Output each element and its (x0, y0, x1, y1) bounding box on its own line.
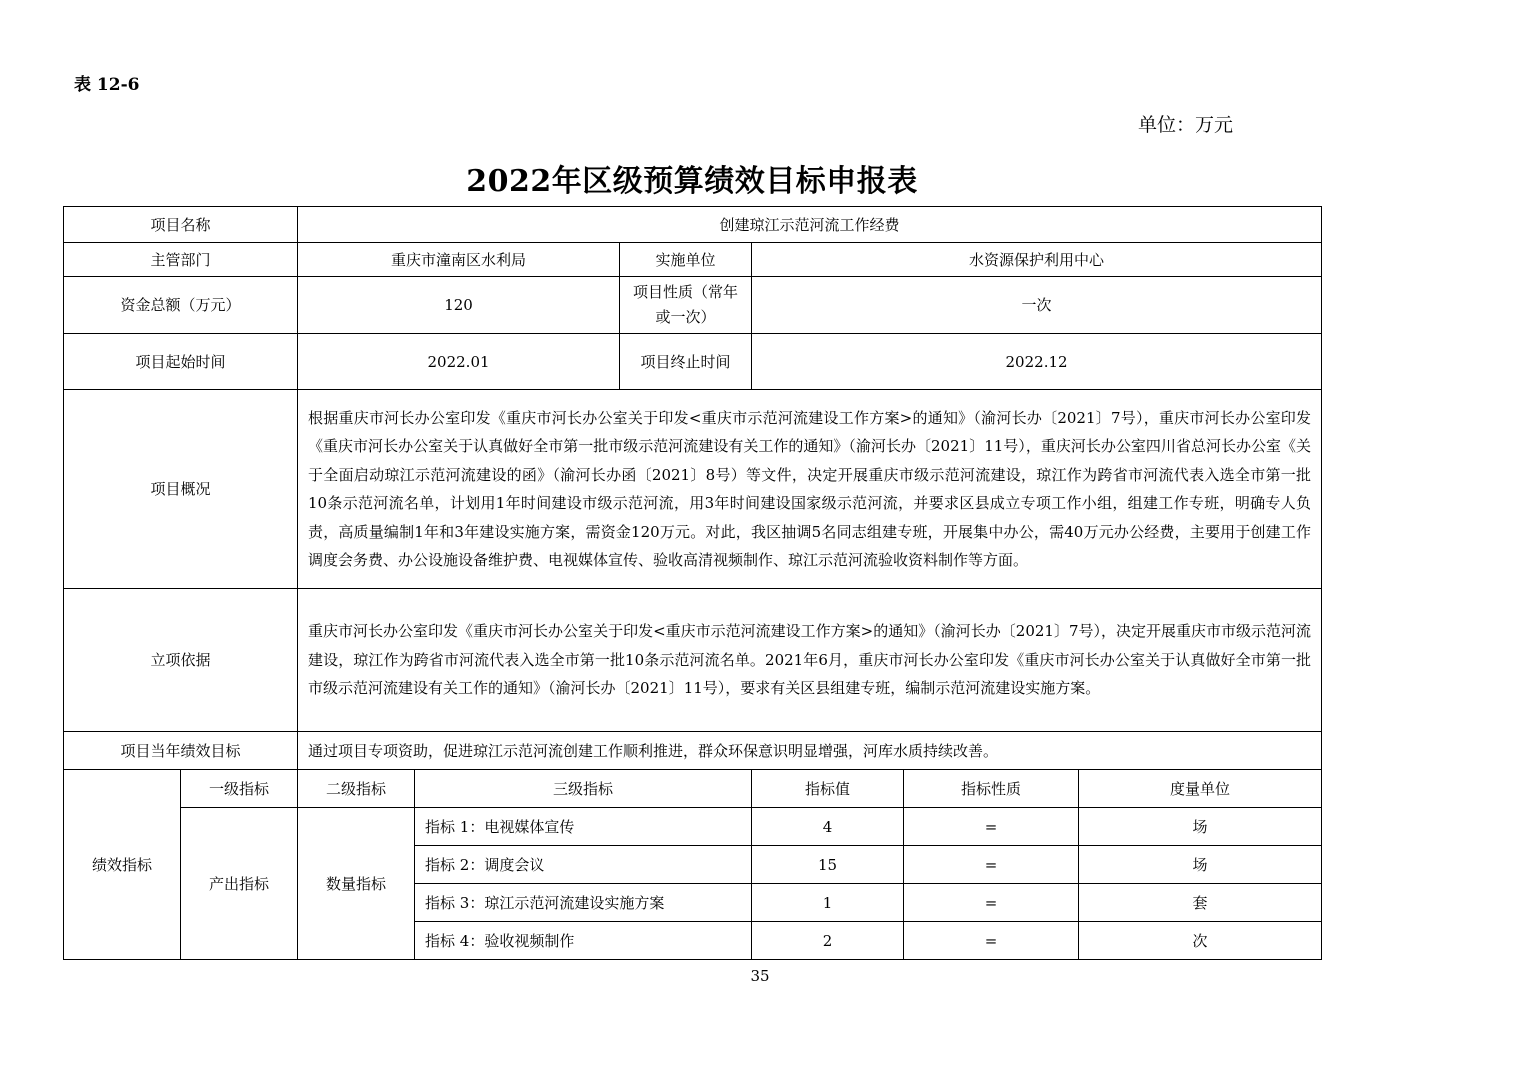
fund-label: 资金总额（万元） (64, 277, 298, 334)
project-name-value: 创建琼江示范河流工作经费 (298, 207, 1322, 243)
indicator-unit: 套 (1079, 884, 1322, 922)
indicator-name: 指标 3：琼江示范河流建设实施方案 (415, 884, 752, 922)
indicator-header-row (64, 770, 1322, 808)
end-label: 项目终止时间 (620, 334, 752, 390)
header-level1: 一级指标 (181, 770, 298, 808)
header-nature: 指标性质 (904, 770, 1079, 808)
fund-value: 120 (298, 277, 620, 334)
indicator-nature: = (904, 922, 1079, 960)
start-value: 2022.01 (298, 334, 620, 390)
dept-value: 重庆市潼南区水利局 (298, 243, 620, 277)
header-unit: 度量单位 (1079, 770, 1322, 808)
budget-target-table (63, 206, 1322, 960)
row-department (64, 243, 1322, 277)
indicator-value: 1 (752, 884, 904, 922)
unit-label: 单位：万元 (1138, 114, 1234, 136)
end-value: 2022.12 (752, 334, 1322, 390)
nature-label: 项目性质（常年或一次） (620, 277, 752, 334)
page-number: 35 (750, 967, 770, 985)
table-number: 表 12-6 (74, 75, 140, 95)
header-level2: 二级指标 (298, 770, 415, 808)
indicator-unit: 次 (1079, 922, 1322, 960)
level1-value: 产出指标 (181, 808, 298, 960)
impl-value: 水资源保护利用中心 (752, 243, 1322, 277)
nature-value: 一次 (752, 277, 1322, 334)
indicator-unit: 场 (1079, 808, 1322, 846)
indicators-section-label: 绩效指标 (64, 770, 181, 960)
indicator-unit: 场 (1079, 846, 1322, 884)
basis-label: 立项依据 (64, 589, 298, 732)
indicator-name: 指标 2：调度会议 (415, 846, 752, 884)
indicator-nature: = (904, 846, 1079, 884)
page-title: 2022年区级预算绩效目标申报表 (466, 164, 918, 199)
basis-text: 重庆市河长办公室印发《重庆市河长办公室关于印发<重庆市示范河流建设工作方案>的通知》（渝河长办〔2021〕7号），决定开展重庆市市级示范河流建设，琼江作为跨省市河流代表入选全市第一批10条示范河流名单。2021年6月，重庆市河长办公室印发《重庆市河长办公室关于认真做好全市第一批市级示范河流建设有关工作的通知》（渝河长办〔2021〕11号），要求有关区县组建专班，编制示范河流建设实施方案。 (298, 589, 1322, 732)
goal-text: 通过项目专项资助，促进琼江示范河流创建工作顺利推进，群众环保意识明显增强，河库水质持续改善。 (298, 732, 1322, 770)
project-name-label: 项目名称 (64, 207, 298, 243)
header-level3: 三级指标 (415, 770, 752, 808)
overview-text: 根据重庆市河长办公室印发《重庆市河长办公室关于印发<重庆市示范河流建设工作方案>的通知》（渝河长办〔2021〕7号），重庆市河长办公室印发《重庆市河长办公室关于认真做好全市第一批市级示范河流建设有关工作的通知》（渝河长办〔2021〕11号），重庆河长办公室四川省总河长办公室《关于全面启动琼江示范河流建设的函》（渝河长办函〔2021〕8号）等文件，决定开展重庆市级示范河流建设，琼江作为跨省市河流代表入选全市第一批10条示范河流名单，计划用1年时间建设市级示范河流，用3年时间建设国家级示范河流，并要求区县成立专项工作小组，组建工作专班，明确专人负责，高质量编制1年和3年建设实施方案，需资金120万元。对此，我区抽调5名同志组建专班，开展集中办公，需40万元办公经费，主要用于创建工作调度会务费、办公设施设备维护费、电视媒体宣传、验收高清视频制作、琼江示范河流验收资料制作等方面。 (298, 390, 1322, 589)
goal-label: 项目当年绩效目标 (64, 732, 298, 770)
indicator-value: 2 (752, 922, 904, 960)
indicator-nature: = (904, 808, 1079, 846)
indicator-name: 指标 4：验收视频制作 (415, 922, 752, 960)
level2-value: 数量指标 (298, 808, 415, 960)
header-value: 指标值 (752, 770, 904, 808)
impl-label: 实施单位 (620, 243, 752, 277)
indicator-value: 4 (752, 808, 904, 846)
row-goal (64, 732, 1322, 770)
row-project-name (64, 207, 1322, 243)
indicator-name: 指标 1：电视媒体宣传 (415, 808, 752, 846)
start-label: 项目起始时间 (64, 334, 298, 390)
indicator-nature: = (904, 884, 1079, 922)
table-row (64, 808, 1322, 846)
row-fund (64, 277, 1322, 334)
row-overview (64, 390, 1322, 589)
overview-label: 项目概况 (64, 390, 298, 589)
row-basis (64, 589, 1322, 732)
indicator-value: 15 (752, 846, 904, 884)
dept-label: 主管部门 (64, 243, 298, 277)
row-period (64, 334, 1322, 390)
